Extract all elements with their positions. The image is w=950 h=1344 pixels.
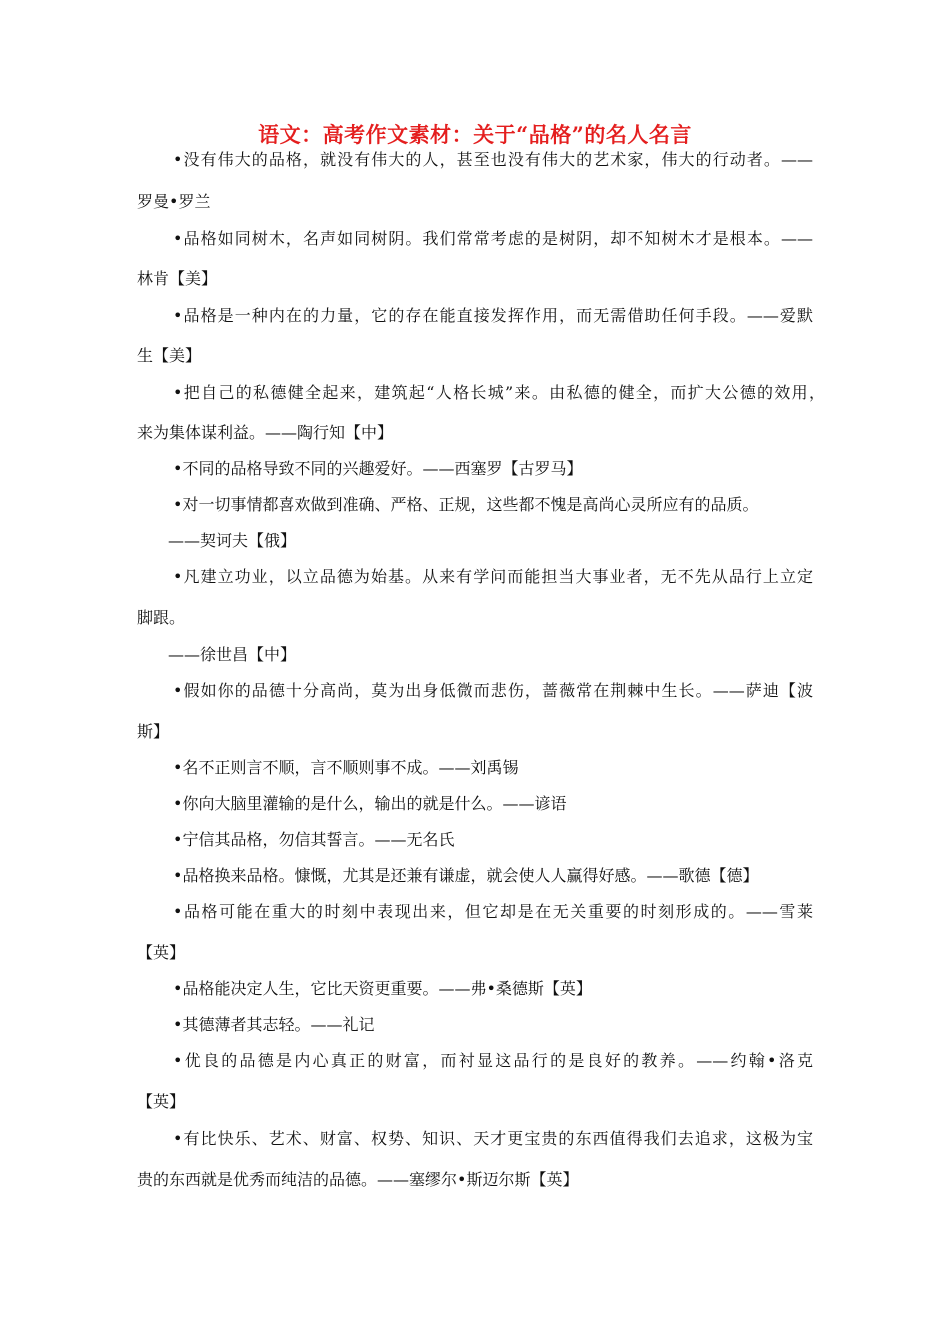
text-line: •没有伟大的品格，就没有伟大的人，甚至也没有伟大的艺术家，伟大的行动者。——: [173, 150, 813, 169]
text-line: •你向大脑里灌输的是什么，输出的就是什么。——谚语: [173, 794, 567, 813]
text-line: ——契诃夫【俄】: [168, 531, 297, 550]
text-line: 脚跟。: [137, 608, 186, 627]
text-line: •把自己的私德健全起来，建筑起“人格长城”来。由私德的健全，而扩大公德的效用，: [173, 383, 825, 402]
text-line: •有比快乐、艺术、财富、权势、知识、天才更宝贵的东西值得我们去追求，这极为宝: [173, 1129, 813, 1148]
text-line: •品格如同树木，名声如同树阴。我们常常考虑的是树阴，却不知树木才是根本。——: [173, 229, 813, 248]
text-line: 【英】: [137, 943, 186, 962]
document-title: 语文：高考作文素材：关于“品格”的名人名言: [258, 122, 692, 147]
text-line: •品格换来品格。慷慨，尤其是还兼有谦虚，就会使人人赢得好感。——歌德【德】: [173, 866, 759, 885]
text-line: •不同的品格导致不同的兴趣爱好。——西塞罗【古罗马】: [173, 459, 583, 478]
text-line: •品格能决定人生，它比天资更重要。——弗•桑德斯【英】: [173, 979, 592, 998]
text-line: 来为集体谋利益。——陶行知【中】: [137, 423, 394, 442]
text-line: •宁信其品格，勿信其誓言。——无名氏: [173, 830, 455, 849]
text-line: 生【美】: [137, 346, 202, 365]
text-line: •名不正则言不顺，言不顺则事不成。——刘禹锡: [173, 758, 519, 777]
text-line: •假如你的品德十分高尚，莫为出身低微而悲伤，蔷薇常在荆棘中生长。——萨迪【波: [173, 681, 813, 700]
text-line: ——徐世昌【中】: [168, 645, 297, 664]
text-line: •优良的品德是内心真正的财富，而衬显这品行的是良好的教养。——约翰•洛克: [173, 1051, 813, 1070]
text-line: •其德薄者其志轻。——礼记: [173, 1015, 375, 1034]
text-line: 罗曼•罗兰: [137, 192, 211, 211]
text-line: 【英】: [137, 1092, 186, 1111]
text-line: 斯】: [137, 722, 170, 741]
text-line: •品格是一种内在的力量，它的存在能直接发挥作用，而无需借助任何手段。——爱默: [173, 306, 813, 325]
text-line: •凡建立功业，以立品德为始基。从来有学问而能担当大事业者，无不先从品行上立定: [173, 567, 813, 586]
text-line: •对一切事情都喜欢做到准确、严格、正规，这些都不愧是高尚心灵所应有的品质。: [173, 495, 759, 514]
text-line: 林肯【美】: [137, 269, 218, 288]
text-line: •品格可能在重大的时刻中表现出来，但它却是在无关重要的时刻形成的。——雪莱: [173, 902, 813, 921]
text-line: 贵的东西就是优秀而纯洁的品德。——塞缪尔•斯迈尔斯【英】: [137, 1170, 579, 1189]
